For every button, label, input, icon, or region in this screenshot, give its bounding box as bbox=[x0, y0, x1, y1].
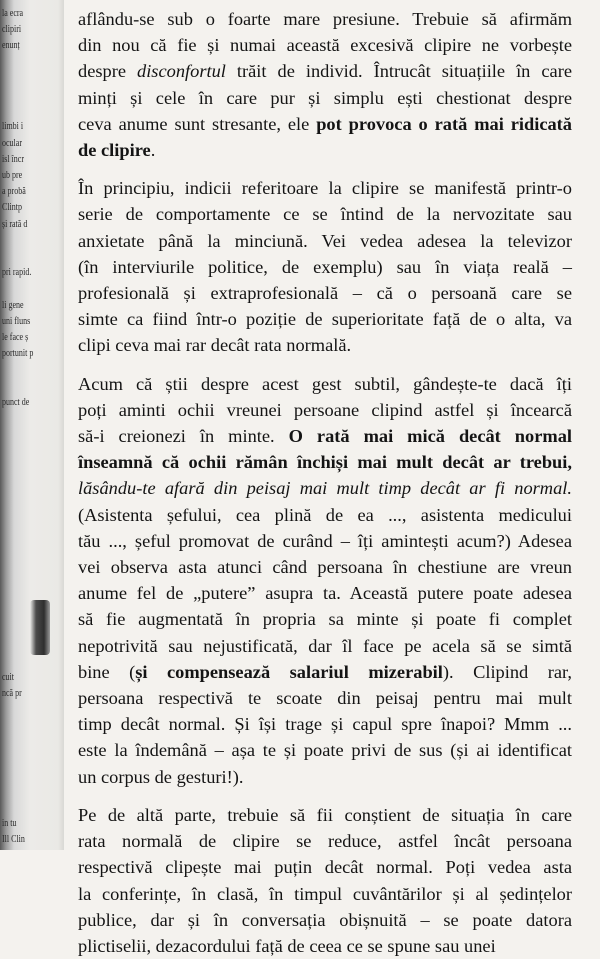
paragraph-1 bbox=[78, 6, 572, 163]
page-edge-shadow bbox=[30, 600, 50, 655]
text-line bbox=[78, 633, 572, 659]
book-page-text bbox=[78, 6, 572, 959]
adjacent-page-fragment: Clintp bbox=[2, 202, 23, 214]
text-line bbox=[78, 685, 572, 711]
text-run: despre bbox=[78, 61, 137, 82]
text-run: tău ..., șeful promovat de curând – îți amintești acum?) Adesea bbox=[78, 530, 572, 551]
text-line bbox=[78, 659, 572, 685]
text-run: Pe de altă parte, trebuie să fii conștient de situația în care bbox=[78, 804, 572, 825]
text-line bbox=[78, 6, 572, 32]
text-run: clipi ceva mai rar decât rata normală. bbox=[78, 335, 352, 356]
text-line bbox=[78, 32, 572, 58]
text-run: serie de comportamente ce se întind de la nervozitate sau bbox=[78, 204, 572, 225]
text-run: poți aminti ochii vreunei persoane clipind astfel și încearcă bbox=[78, 399, 572, 420]
adjacent-page-fragment: pri rapid. bbox=[2, 267, 32, 279]
text-line bbox=[78, 371, 572, 397]
text-run: este la îndemână – așa te și poate privi de sus (și ai identificat bbox=[78, 740, 572, 761]
paragraph-2 bbox=[78, 175, 572, 358]
text-line bbox=[78, 737, 572, 763]
text-line bbox=[78, 933, 572, 959]
adjacent-page-fragment: la ecra bbox=[2, 8, 24, 19]
text-run: aflându-se sub o foarte mare presiune. Trebuie să afirmăm bbox=[78, 9, 572, 29]
text-run: ceva anume sunt stresante, ele bbox=[78, 113, 317, 134]
adjacent-page-fragment: portunit p bbox=[2, 348, 34, 360]
adjacent-page-fragment: li gene bbox=[2, 299, 24, 311]
text-run: În principiu, indicii referitoare la clipire se manifestă printr-o bbox=[78, 178, 572, 199]
adjacent-page-fragment: limbi i bbox=[2, 121, 24, 133]
text-line bbox=[78, 111, 572, 137]
adjacent-page-fragment: cuit bbox=[2, 672, 14, 684]
bold-text: pot provoca o rată mai ridicată bbox=[316, 113, 572, 134]
text-line bbox=[78, 397, 572, 423]
adjacent-page-fragment: le face ș bbox=[2, 332, 29, 343]
text-line bbox=[78, 764, 572, 790]
text-run: rata normală de clipire se reduce, astfel încât persoana bbox=[78, 831, 572, 852]
text-line bbox=[78, 254, 572, 280]
text-run: . bbox=[150, 140, 156, 161]
text-line bbox=[78, 711, 572, 737]
text-line bbox=[78, 881, 572, 907]
text-line bbox=[78, 58, 572, 84]
text-run: simte ca fiind într-o poziție de superioritate față de o alta, va bbox=[78, 309, 572, 330]
text-line bbox=[78, 580, 572, 606]
text-run: din nou că fie și numai această excesivă clipire ne vorbește bbox=[78, 35, 572, 56]
text-run: un corpus de gesturi!). bbox=[78, 766, 244, 787]
bold-text: și compensează salariul mizerabil bbox=[135, 661, 443, 682]
text-run: minți și cele în care pur și simplu ești chestionat despre bbox=[78, 87, 572, 108]
text-run: trăit de individ. Întrucât situațiile în care bbox=[225, 61, 572, 82]
adjacent-page-fragment: ub pre bbox=[2, 170, 23, 181]
text-line bbox=[78, 175, 572, 201]
adjacent-page-fragment: punct de bbox=[2, 396, 30, 408]
bold-text: O rată mai mică decât normal bbox=[288, 426, 572, 447]
text-line bbox=[78, 137, 572, 163]
text-line bbox=[78, 85, 572, 111]
italic-text: lăsându-te afară din peisaj mai mult timp decât ar fi normal. bbox=[78, 478, 572, 499]
italic-text: disconfortul bbox=[137, 61, 226, 82]
text-run: bine ( bbox=[78, 661, 136, 682]
text-run: (în interviurile politice, de exemplu) sau în viața reală – bbox=[78, 256, 572, 277]
left-page-margin bbox=[0, 0, 64, 850]
text-line bbox=[78, 502, 572, 528]
text-run: nepotrivită sau nejustificată, dar îl face pe acela să se simtă bbox=[78, 635, 572, 656]
text-run: profesională și extraprofesională – că o persoană care se bbox=[78, 283, 572, 304]
text-line bbox=[78, 802, 572, 828]
adjacent-page-fragment: ncă pr bbox=[2, 688, 22, 700]
adjacent-page-fragment: Ill Clin bbox=[2, 834, 25, 846]
text-line bbox=[78, 828, 572, 854]
text-run: anxietate până la minciună. Vei vedea adesea la televizor bbox=[78, 230, 572, 251]
adjacent-page-fragment: ocular bbox=[2, 137, 22, 149]
text-run: ). Clipind rar, bbox=[442, 661, 572, 682]
text-run: anume fel de „putere” asupra ta. Această putere poate adesea bbox=[78, 583, 572, 604]
paragraph-3 bbox=[78, 371, 572, 790]
text-line bbox=[78, 528, 572, 554]
text-line bbox=[78, 280, 572, 306]
text-run: plictiselii, dezacordului față de ceea ce se spune sau unei bbox=[78, 935, 496, 956]
text-run: să fie augmentată în propria sa minte și poate fi complet bbox=[78, 609, 572, 630]
text-line bbox=[78, 475, 572, 501]
text-line bbox=[78, 306, 572, 332]
adjacent-page-fragment: isl încr bbox=[2, 153, 24, 165]
text-run: timp decât normal. Și își trage și capul spre înapoi? Mmm ... bbox=[78, 714, 572, 735]
text-line bbox=[78, 606, 572, 632]
text-line bbox=[78, 907, 572, 933]
adjacent-page-fragment: și rată d bbox=[2, 218, 28, 230]
text-run: (Asistenta șefului, cea plină de ea ..., asistenta medicului bbox=[78, 504, 572, 525]
text-run: publice, dar și în conversația obișnuită – se poate datora bbox=[78, 909, 572, 930]
adjacent-page-fragment: a probă bbox=[2, 186, 26, 198]
text-line bbox=[78, 332, 572, 358]
text-line bbox=[78, 423, 572, 449]
adjacent-page-fragment: clipiri bbox=[2, 24, 22, 36]
text-run: persoana respectivă te scoate din peisaj pentru mai mult bbox=[78, 688, 572, 709]
text-line bbox=[78, 554, 572, 580]
text-line bbox=[78, 201, 572, 227]
text-line bbox=[78, 854, 572, 880]
bold-text: înseamnă că ochii rămân închiși mai mult decât ar trebui, bbox=[78, 452, 572, 473]
text-run: vei observa asta atunci când persoana în chestiune are vreun bbox=[78, 557, 572, 578]
adjacent-page-fragment: enunț bbox=[2, 40, 20, 52]
adjacent-page-fragment: uni fluns bbox=[2, 315, 31, 327]
text-run: să-i creionezi în minte. bbox=[78, 426, 289, 447]
text-line bbox=[78, 449, 572, 475]
paragraph-4 bbox=[78, 802, 572, 959]
text-run: la conferințe, în clasă, în timpul cuvântărilor și al ședințelor bbox=[78, 883, 572, 904]
text-run: respectivă clipește mai puțin decât normal. Poți vedea asta bbox=[78, 857, 572, 878]
bold-text: de clipire bbox=[78, 140, 151, 161]
adjacent-page-fragment: in tu bbox=[2, 818, 17, 829]
text-line bbox=[78, 228, 572, 254]
text-run: Acum că știi despre acest gest subtil, gândește-te dacă îți bbox=[78, 373, 572, 394]
